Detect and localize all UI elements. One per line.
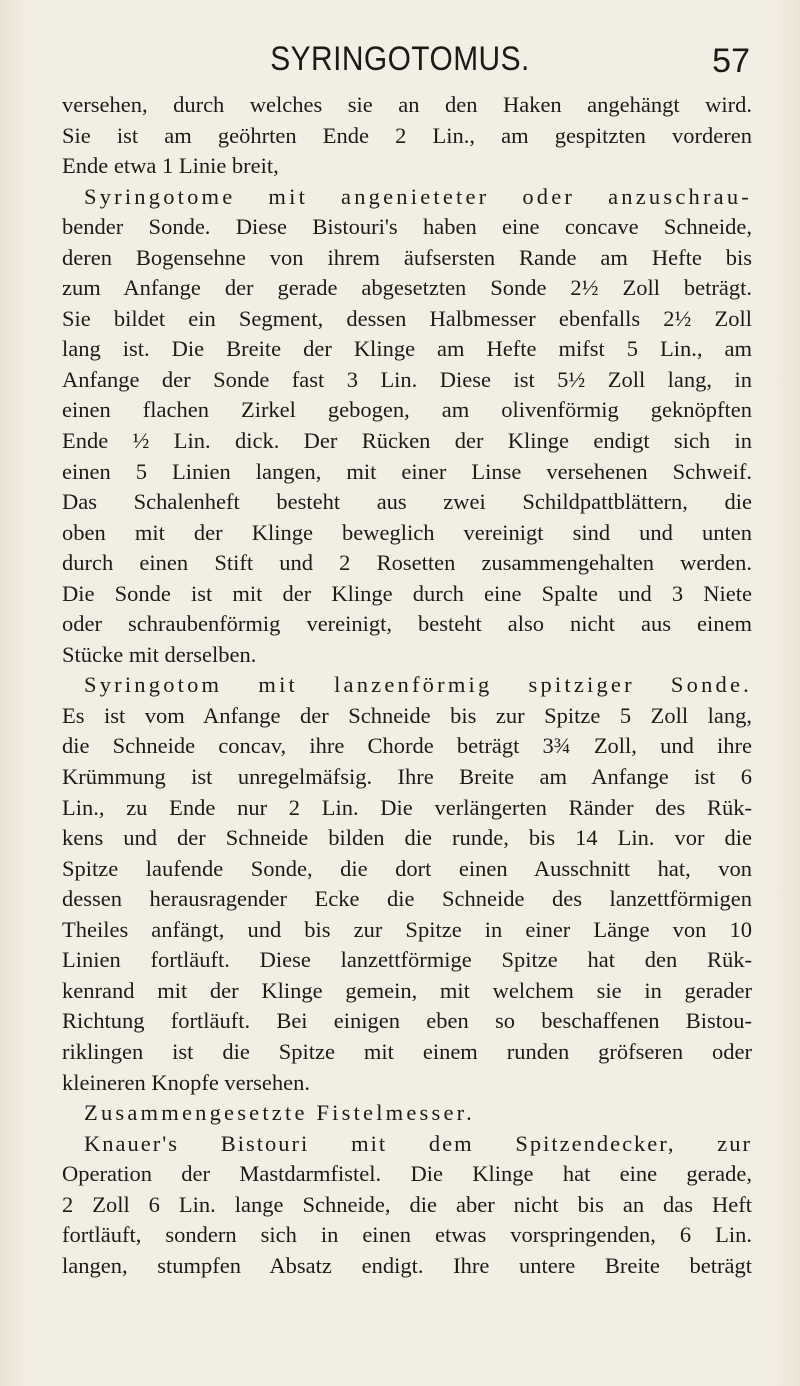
text-line: kens und der Schneide bilden die runde, bis 14 Lin. vor die bbox=[62, 825, 752, 851]
page-number: 57 bbox=[712, 42, 750, 80]
text-line: kenrand mit der Klinge gemein, mit welchem sie in gerader bbox=[62, 977, 752, 1003]
text-line: riklingen ist die Spitze mit einem runden gröfseren oder bbox=[62, 1038, 752, 1064]
section-heading-line: Syringotome mit angenieteter oder anzuschrau- bbox=[84, 183, 752, 209]
text-line: Krümmung ist unregelmäfsig. Ihre Breite am Anfange ist 6 bbox=[62, 764, 752, 790]
text-line: versehen, durch welches sie an den Haken angehängt wird. bbox=[62, 92, 752, 117]
text-line: 2 Zoll 6 Lin. lange Schneide, die aber nicht bis an das Heft bbox=[62, 1191, 752, 1217]
text-line: Das Schalenheft besteht aus zwei Schildpattblättern, die bbox=[62, 489, 752, 515]
text-line: bender Sonde. Diese Bistouri's haben eine concave Schneide, bbox=[62, 214, 752, 240]
body-text bbox=[62, 90, 752, 1281]
text-line: Es ist vom Anfange der Schneide bis zur Spitze 5 Zoll lang, bbox=[62, 702, 752, 728]
text-line: Spitze laufende Sonde, die dort einen Ausschnitt hat, von bbox=[62, 855, 752, 881]
text-line: durch einen Stift und 2 Rosetten zusammengehalten werden. bbox=[62, 550, 752, 576]
text-line: die Schneide concav, ihre Chorde beträgt 3¾ Zoll, und ihre bbox=[62, 733, 752, 759]
text-line: Linien fortläuft. Diese lanzettförmige Spitze hat den Rük- bbox=[62, 947, 752, 973]
text-line: dessen herausragender Ecke die Schneide des lanzettförmigen bbox=[62, 886, 752, 912]
text-line: Theiles anfängt, und bis zur Spitze in einer Länge von 10 bbox=[62, 916, 752, 942]
text-line: Sie bildet ein Segment, dessen Halbmesser ebenfalls 2½ Zoll bbox=[62, 305, 752, 331]
text-line: zum Anfange der gerade abgesetzten Sonde 2½ Zoll beträgt. bbox=[62, 275, 752, 301]
text-line: Sie ist am geöhrten Ende 2 Lin., am gespitzten vorderen bbox=[62, 122, 752, 148]
page-header bbox=[0, 40, 800, 80]
text-line: einen flachen Zirkel gebogen, am olivenförmig geknöpften bbox=[62, 397, 752, 423]
text-line: Anfange der Sonde fast 3 Lin. Diese ist 5½ Zoll lang, in bbox=[62, 366, 752, 392]
text-line: fortläuft, sondern sich in einen etwas vorspringenden, 6 Lin. bbox=[62, 1222, 752, 1248]
text-line: Die Sonde ist mit der Klinge durch eine Spalte und 3 Niete bbox=[62, 580, 752, 606]
text-line: einen 5 Linien langen, mit einer Linse versehenen Schweif. bbox=[62, 458, 752, 484]
text-line: Stücke mit derselben. bbox=[62, 641, 257, 667]
text-line: lang ist. Die Breite der Klinge am Hefte mifst 5 Lin., am bbox=[62, 336, 752, 362]
text-line: Richtung fortläuft. Bei einigen eben so beschaffenen Bistou- bbox=[62, 1008, 752, 1034]
running-head: SYRINGOTOMUS. bbox=[270, 40, 530, 78]
text-line: Ende etwa 1 Linie breit, bbox=[62, 153, 279, 179]
text-line: Operation der Mastdarmfistel. Die Klinge hat eine gerade, bbox=[62, 1161, 752, 1187]
text-line: langen, stumpfen Absatz endigt. Ihre untere Breite beträgt bbox=[62, 1252, 752, 1278]
text-line: Ende ½ Lin. dick. Der Rücken der Klinge endigt sich in bbox=[62, 428, 752, 454]
section-heading-line: Zusammengesetzte Fistelmesser. bbox=[84, 1100, 475, 1126]
text-line: oder schraubenförmig vereinigt, besteht also nicht aus einem bbox=[62, 611, 752, 637]
text-line: oben mit der Klinge beweglich vereinigt sind und unten bbox=[62, 519, 752, 545]
section-heading-line: Knauer's Bistouri mit dem Spitzendecker, zur bbox=[84, 1130, 752, 1156]
text-line: Lin., zu Ende nur 2 Lin. Die verlängerten Ränder des Rük- bbox=[62, 794, 752, 820]
section-heading-line: Syringotom mit lanzenförmig spitziger Sonde. bbox=[84, 672, 752, 698]
text-line: deren Bogensehne von ihrem äufsersten Rande am Hefte bis bbox=[62, 244, 752, 270]
text-line: kleineren Knopfe versehen. bbox=[62, 1069, 311, 1095]
